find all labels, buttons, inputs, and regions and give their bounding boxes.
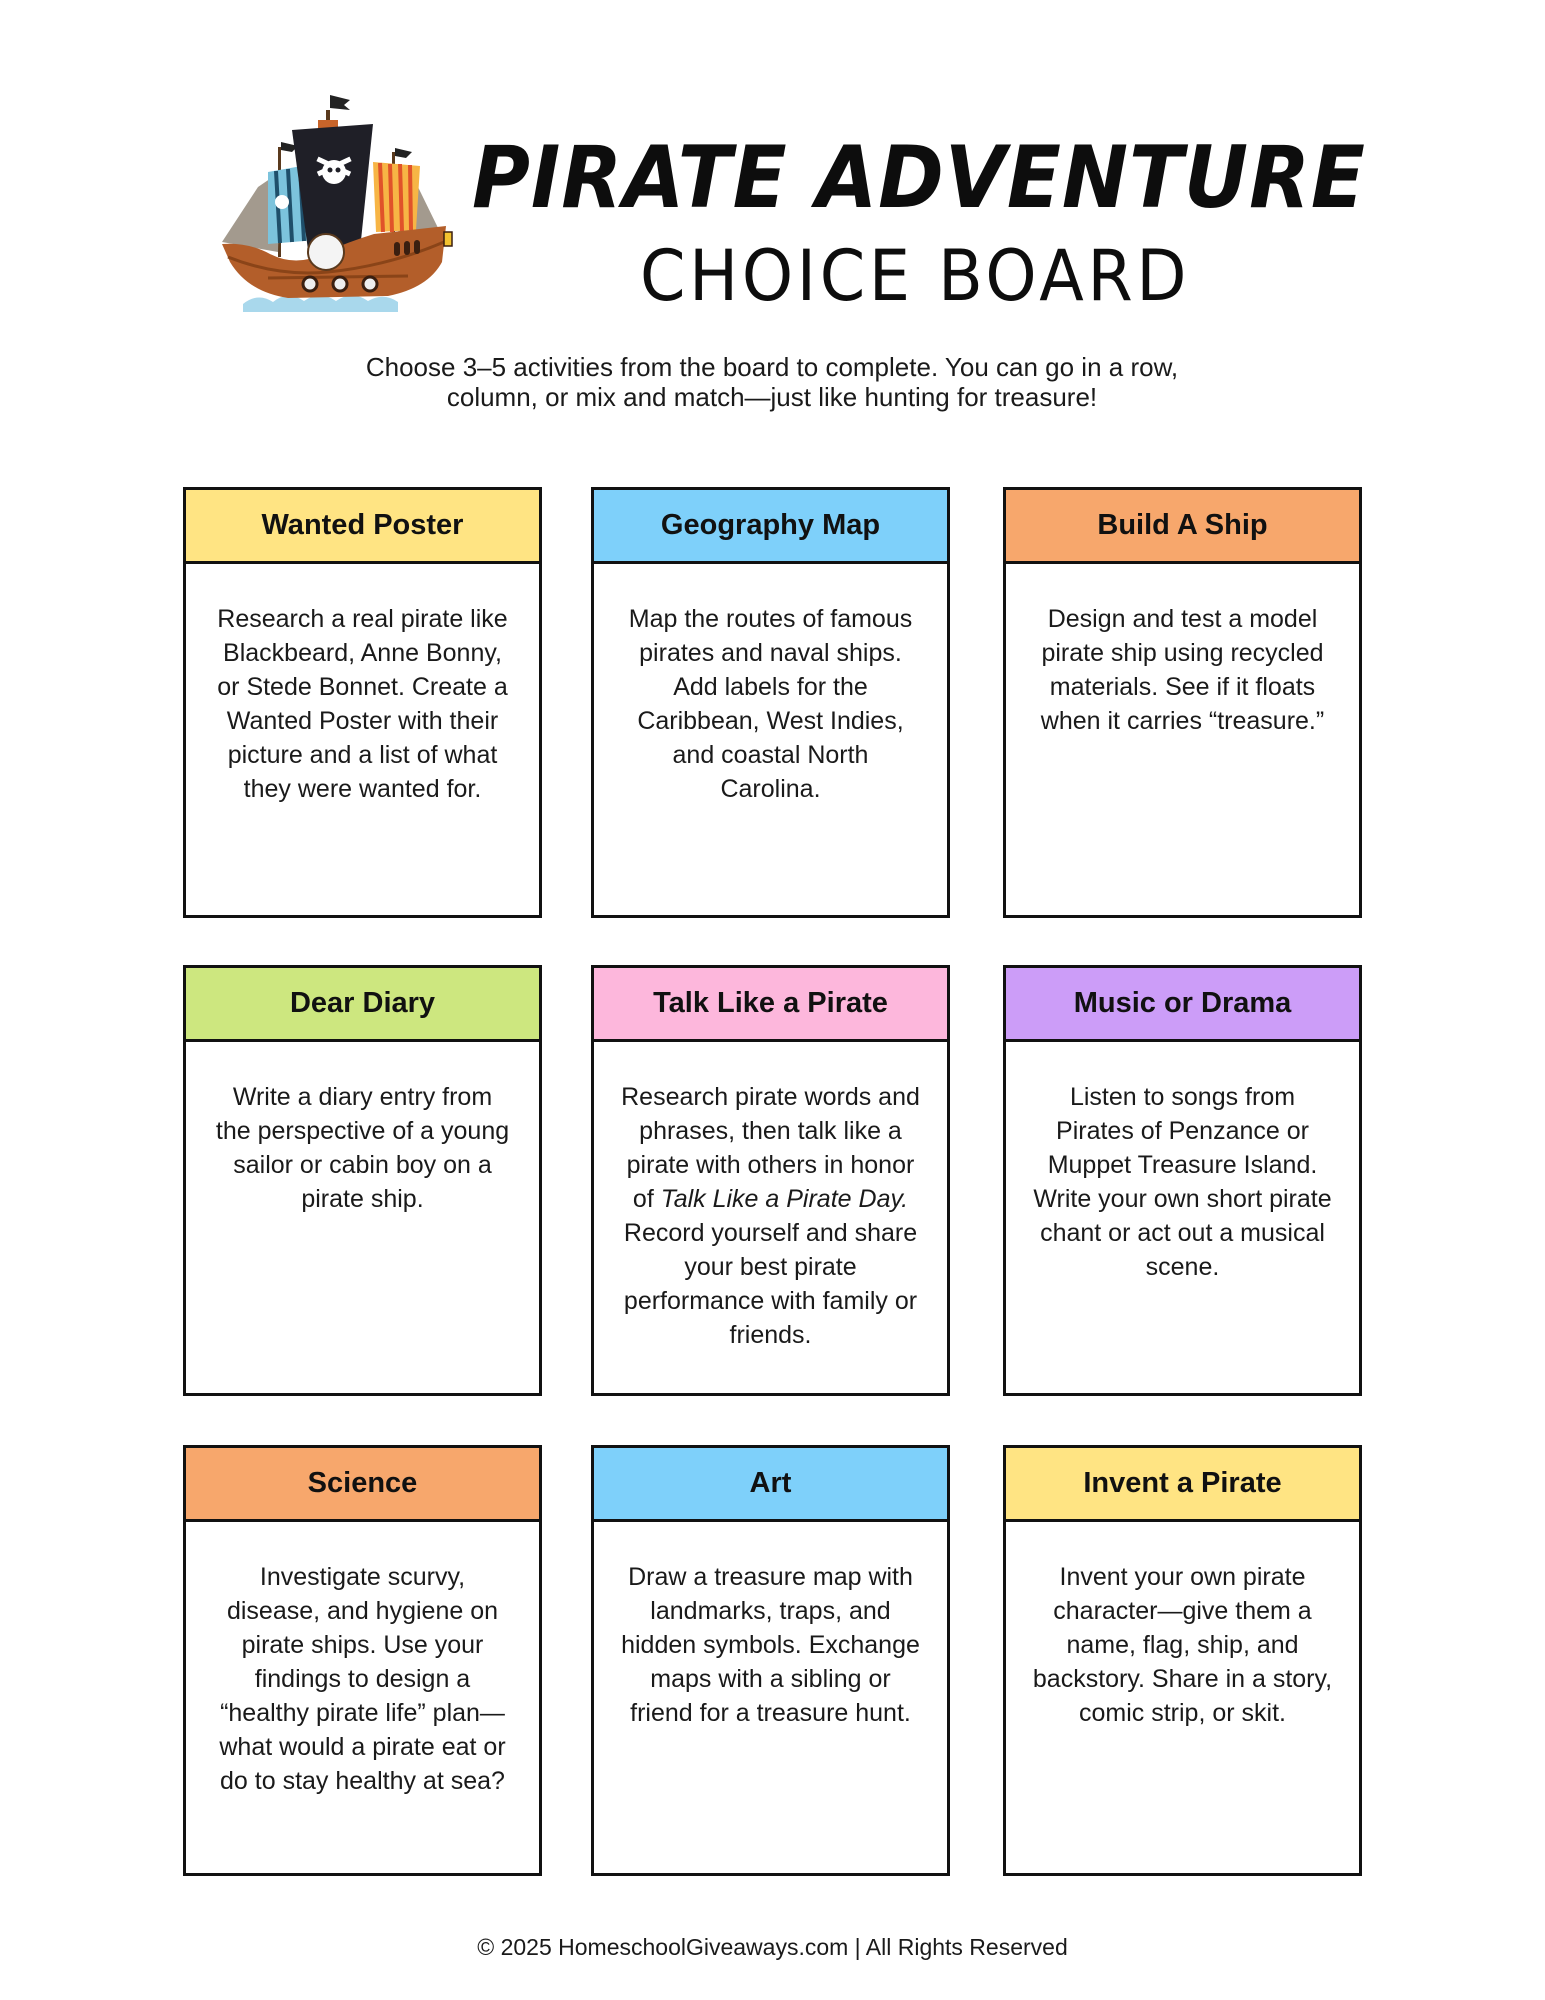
- card-header: Dear Diary: [186, 968, 539, 1042]
- card-header: Talk Like a Pirate: [594, 968, 947, 1042]
- card-body-italic: Talk Like a Pirate Day.: [660, 1185, 909, 1213]
- card-invent-a-pirate: [1003, 1445, 1362, 1876]
- copyright-footer: © 2025 HomeschoolGiveaways.com | All Rights Reserved: [477, 1934, 1068, 1960]
- card-science: [183, 1445, 542, 1876]
- choice-board-grid: [183, 487, 1363, 1877]
- instructions: [222, 352, 1322, 412]
- card-body-text: Record yourself and share your best pirate performance with family or friends.: [623, 1219, 918, 1349]
- card-body: Listen to songs from Pirates of Penzance or Muppet Treasure Island. Write your own short pirate chant or act out a musical scene.: [1033, 1083, 1332, 1281]
- card-header: Invent a Pirate: [1006, 1448, 1359, 1522]
- card-body: Research a real pirate like Blackbeard, Anne Bonny, or Stede Bonnet. Create a Wanted Poster with their picture and a list of what they were wanted for.: [217, 605, 508, 803]
- card-body: [594, 1042, 947, 1352]
- pirate-ship-icon: [208, 92, 458, 318]
- card-body: Invent your own pirate character—give them a name, flag, ship, and backstory. Share in a story, comic strip, or skit.: [1032, 1563, 1333, 1727]
- card-header: Science: [186, 1448, 539, 1522]
- card-body: Draw a treasure map with landmarks, traps, and hidden symbols. Exchange maps with a sibling or friend for a treasure hunt.: [621, 1563, 920, 1727]
- instructions-line-1: Choose 3–5 activities from the board to complete. You can go in a row,: [365, 352, 1179, 382]
- card-music-or-drama: [1003, 965, 1362, 1396]
- card-body: Map the routes of famous pirates and naval ships. Add labels for the Caribbean, West Indies, and coastal North Carolina.: [628, 605, 913, 803]
- card-geography-map: [591, 487, 950, 918]
- instructions-line-2: column, or mix and match—just like hunting for treasure!: [446, 382, 1098, 412]
- card-header: Music or Drama: [1006, 968, 1359, 1042]
- card-body-text: Research pirate words and phrases, then talk like a pirate with others in honor of: [621, 1083, 920, 1213]
- card-art: [591, 1445, 950, 1876]
- card-body: Design and test a model pirate ship using recycled materials. See if it floats when it carries “treasure.”: [1040, 605, 1325, 735]
- card-header: Art: [594, 1448, 947, 1522]
- card-header: Build A Ship: [1006, 490, 1359, 564]
- card-wanted-poster: [183, 487, 542, 918]
- card-header: Geography Map: [594, 490, 947, 564]
- card-dear-diary: [183, 965, 542, 1396]
- card-talk-like-a-pirate: [591, 965, 950, 1396]
- card-body: Write a diary entry from the perspective of a young sailor or cabin boy on a pirate ship.: [215, 1083, 510, 1213]
- card-build-a-ship: [1003, 487, 1362, 918]
- page-subtitle: CHOICE BOARD: [640, 235, 1191, 317]
- card-header: Wanted Poster: [186, 490, 539, 564]
- page-title: PIRATE ADVENTURE: [472, 128, 1366, 228]
- card-body: Investigate scurvy, disease, and hygiene on pirate ships. Use your findings to design a “healthy pirate life” plan—what would a pirate eat or do to stay healthy at sea?: [219, 1563, 506, 1795]
